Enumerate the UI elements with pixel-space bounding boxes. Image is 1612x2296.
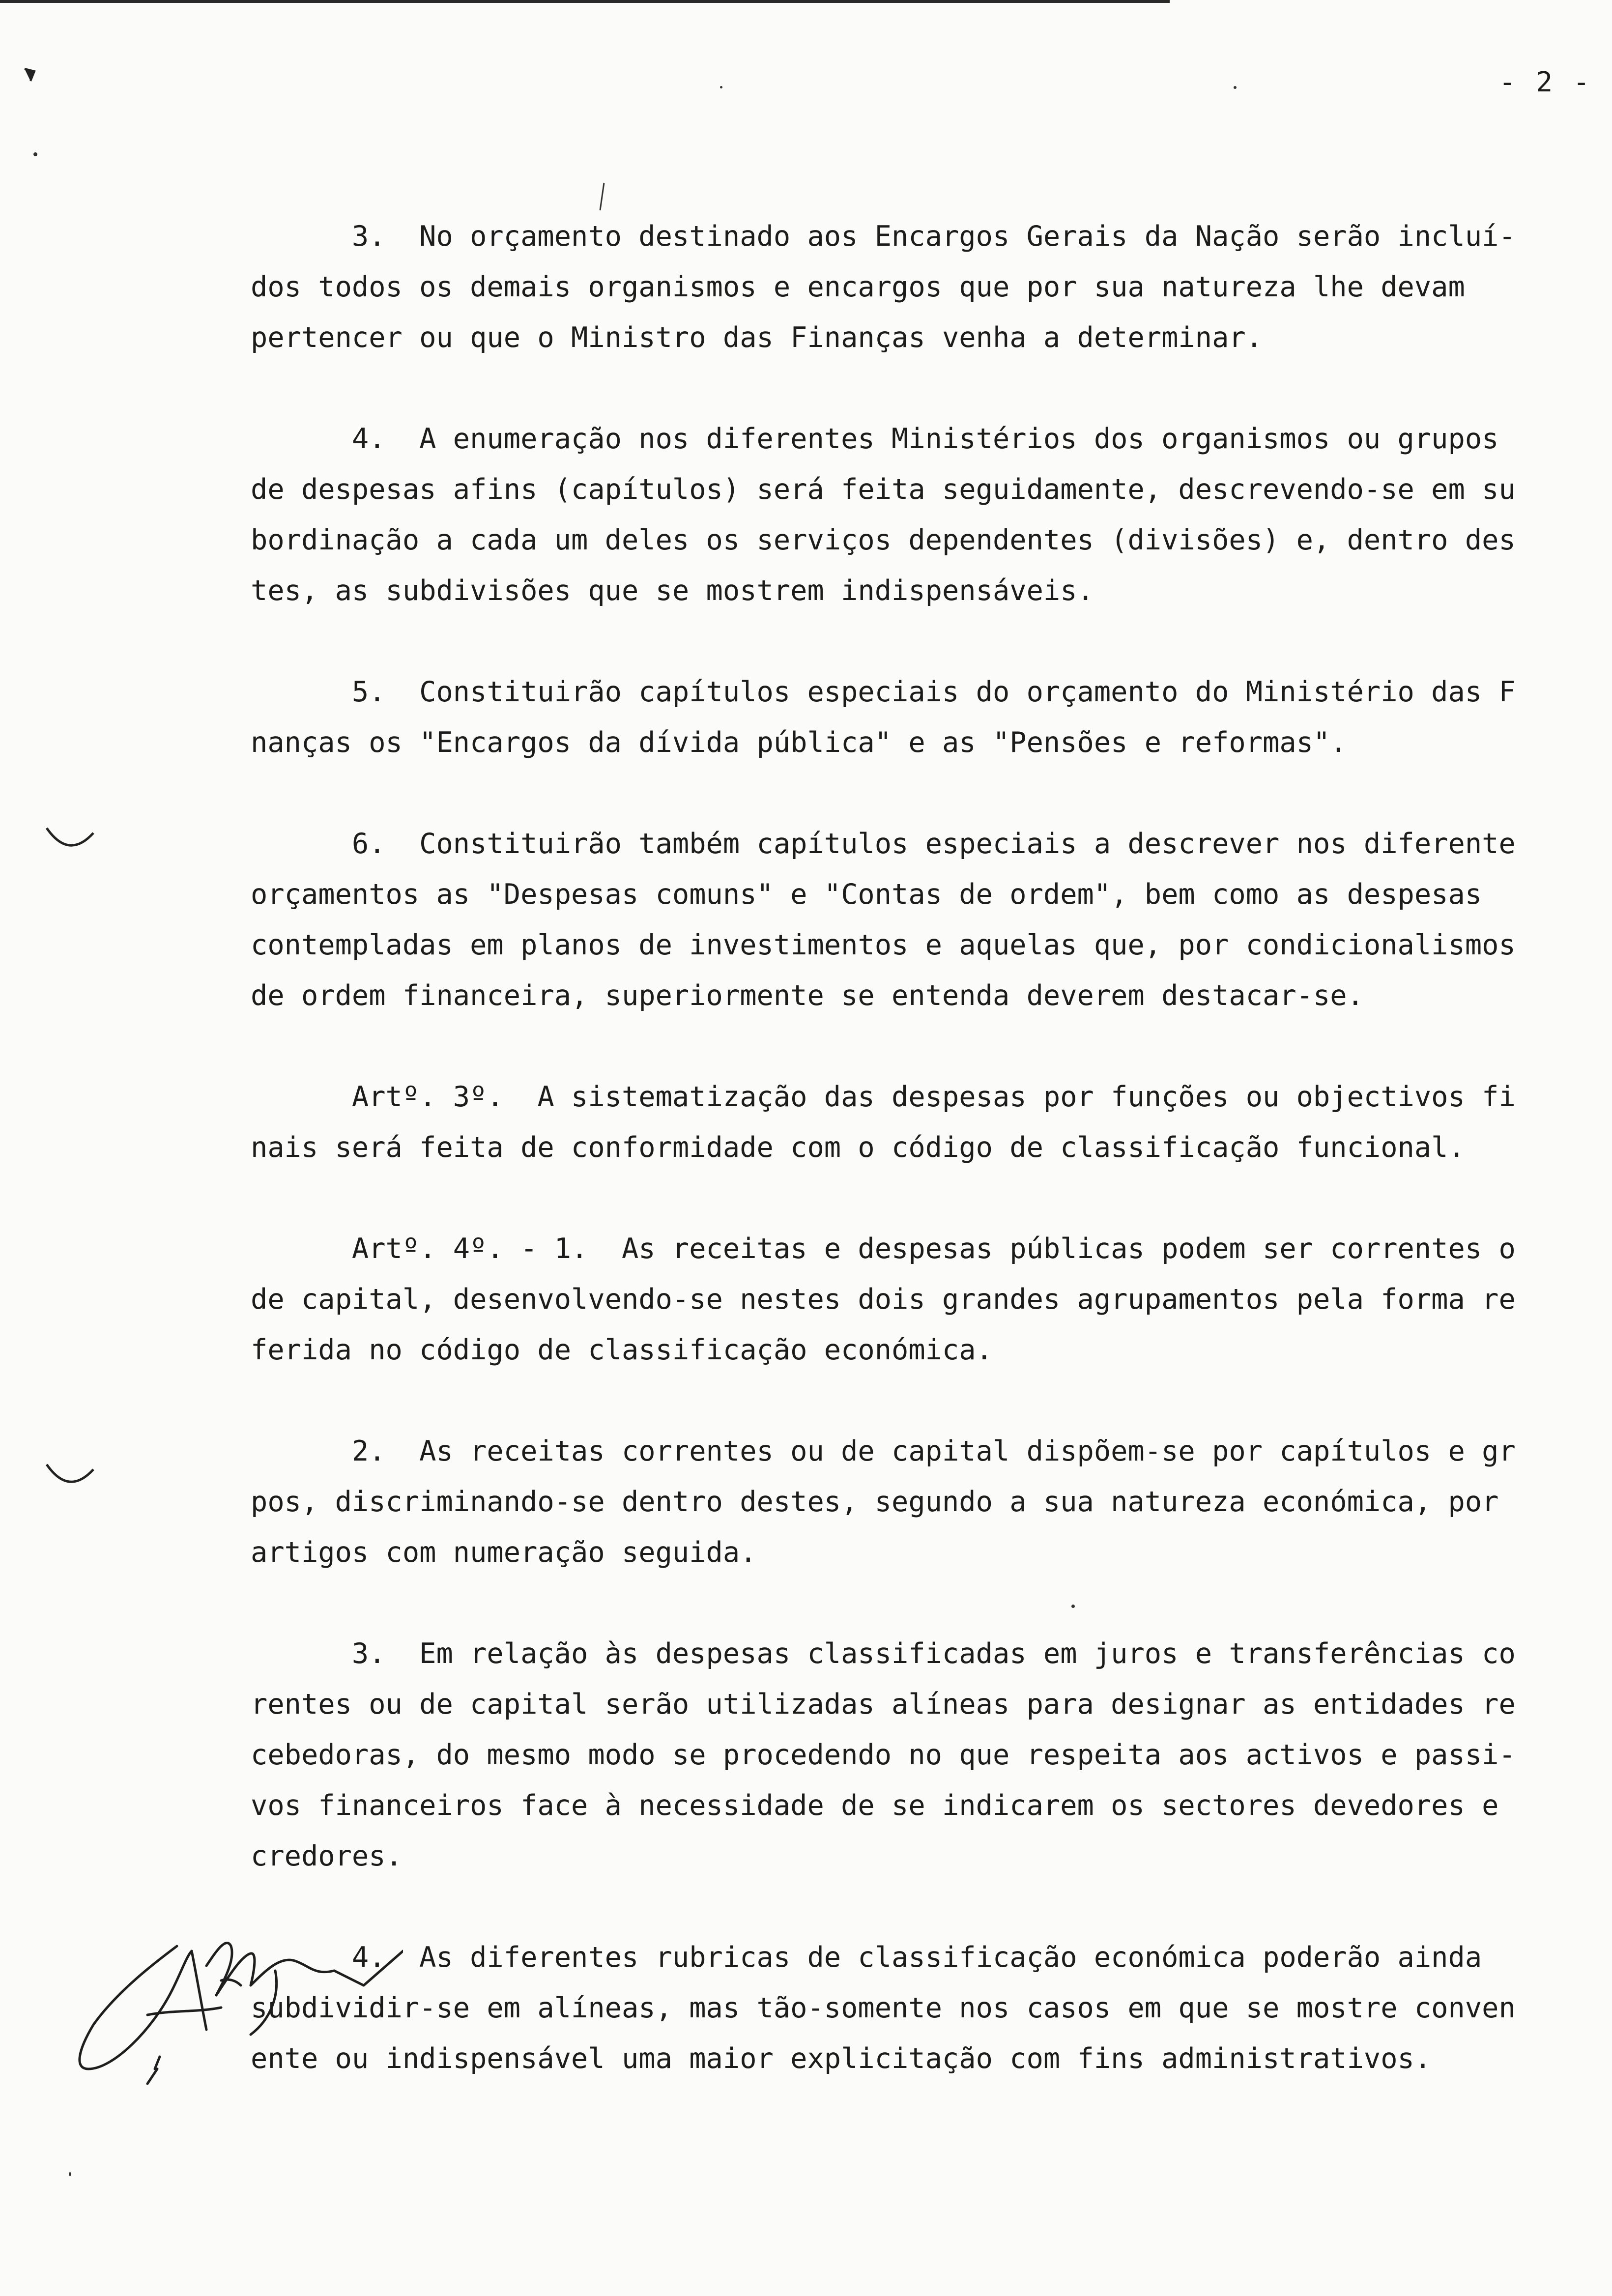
handwritten-signature [59,1907,403,2113]
speck [69,2172,71,2176]
text-line: ente ou indispensável uma maior explicitação com fins administrativos. [251,2042,1432,2075]
text-line: pertencer ou que o Ministro das Finanças venha a determinar. [251,321,1263,354]
margin-arc-mark [44,826,98,855]
text-line: tes, as subdivisões que se mostrem indispensáveis. [251,574,1094,607]
margin-arc-mark [44,1462,98,1492]
text-line: 5. Constituirão capítulos especiais do orçamento do Ministério das F [251,676,1516,708]
paragraph-gap [251,1173,1607,1224]
text-line: rentes ou de capital serão utilizadas alíneas para designar as entidades re [251,1688,1516,1721]
paragraph [251,1426,1607,1578]
paragraph-gap [251,768,1607,819]
pen-stroke-mark [597,182,607,211]
text-line: bordinação a cada um deles os serviços dependentes (divisões) e, dentro des [251,524,1516,556]
paragraph-gap [251,1882,1607,1932]
text-line: cebedoras, do mesmo modo se procedendo no que respeita aos activos e passi- [251,1739,1516,1771]
paragraph-gap [251,616,1607,667]
speck [1234,86,1237,89]
speck [720,86,722,88]
speck [1071,1605,1075,1608]
text-line: dos todos os demais organismos e encargos que por sua natureza lhe devam [251,271,1465,303]
paragraph [251,819,1607,1021]
paragraph [251,1932,1607,2084]
text-line: de ordem financeira, superiormente se entenda deverem destacar-se. [251,979,1364,1012]
text-line: de despesas afins (capítulos) será feita seguidamente, descrevendo-se em su [251,473,1516,506]
paragraph [251,1224,1607,1376]
document-body [251,211,1607,2084]
paragraph [251,414,1607,616]
paragraph [251,1072,1607,1173]
paragraph-gap [251,1021,1607,1072]
text-line: pos, discriminando-se dentro destes, segundo a sua natureza económica, por [251,1486,1499,1518]
text-line: 6. Constituirão também capítulos especiais a descrever nos diferente [251,828,1516,860]
text-line: Artº. 3º. A sistematização das despesas por funções ou objectivos fi [251,1081,1516,1113]
text-line: Artº. 4º. - 1. As receitas e despesas públicas podem ser correntes o [251,1233,1516,1265]
speck [33,152,37,156]
text-line: de capital, desenvolvendo-se nestes dois grandes agrupamentos pela forma re [251,1283,1516,1316]
margin-tick-mark [20,54,39,84]
paragraph-gap [251,363,1607,414]
paragraph [251,1629,1607,1882]
page-number: - 2 - [1499,66,1592,98]
text-line: subdividir-se em alíneas, mas tão-somente nos casos em que se mostre conven [251,1992,1516,2024]
paragraph-gap [251,1578,1607,1629]
paragraph-gap [251,1376,1607,1426]
text-line: nais será feita de conformidade com o código de classificação funcional. [251,1131,1465,1164]
paragraph [251,211,1607,363]
text-line: 3. No orçamento destinado aos Encargos Gerais da Nação serão incluí- [251,220,1516,253]
text-line: 4. A enumeração nos diferentes Ministérios dos organismos ou grupos [251,423,1499,455]
text-line: nanças os "Encargos da dívida pública" e as "Pensões e reformas". [251,726,1347,759]
text-line: 2. As receitas correntes ou de capital dispõem-se por capítulos e gr [251,1435,1516,1467]
paragraph [251,667,1607,768]
text-line: orçamentos as "Despesas comuns" e "Contas de ordem", bem como as despesas [251,878,1482,911]
text-line: contempladas em planos de investimentos e aquelas que, por condicionalismos [251,929,1516,961]
text-line: 4. As diferentes rubricas de classificação económica poderão ainda [251,1941,1482,1974]
top-rule [0,0,1170,3]
text-line: credores. [251,1840,403,1872]
text-line: ferida no código de classificação económica. [251,1334,993,1366]
text-line: 3. Em relação às despesas classificadas em juros e transferências co [251,1637,1516,1670]
text-line: artigos com numeração seguida. [251,1536,757,1569]
text-line: vos financeiros face à necessidade de se indicarem os sectores devedores e [251,1789,1499,1822]
